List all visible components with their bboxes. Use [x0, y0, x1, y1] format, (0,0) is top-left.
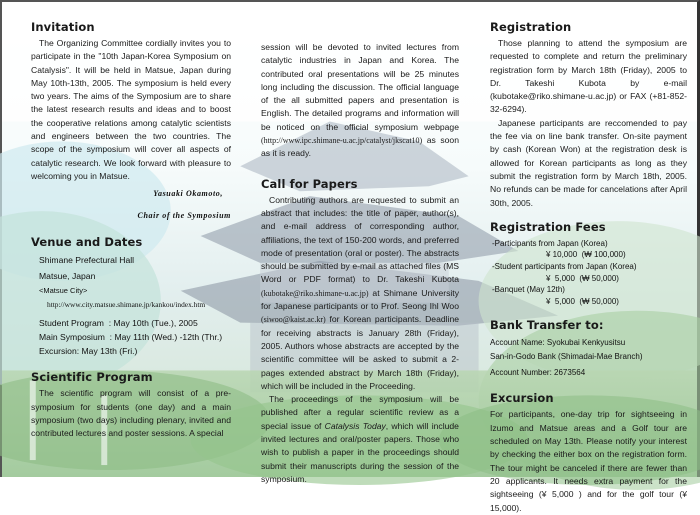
cfp-text-b: at Shimane University for Japanese participants or to Prof. Seong Ihl Woo — [261, 287, 459, 312]
scientific-program-body-2 — [261, 41, 459, 161]
signature-title: Chair of the Symposium — [137, 211, 231, 221]
cfp-text-c: for Korean participants. Deadline for receiving abstracts is January 28th (Friday), 2005. Authors whose abstracts are accepted by the scientific committee will be asked to submit a 2-pages extended abstract by March 18th (Friday), which will be included in the Proceeding. — [261, 314, 459, 391]
venue-heading: Venue and Dates — [31, 235, 143, 250]
fee-label-banquet: -Banquet (May 12th) — [492, 285, 565, 295]
fee-amount-banquet: ¥ 5,000 (₩ 50,000) — [546, 296, 619, 306]
bank-transfer-heading: Bank Transfer to: — [490, 318, 604, 333]
venue-city-label: <Matsue City> — [39, 286, 88, 296]
cfp-text-d: The proceedings of the symposium will be published after a regular scientific review as a special issue of — [261, 394, 459, 431]
call-for-papers-heading: Call for Papers — [261, 176, 358, 191]
bank-account-number: Account Number: 2673564 — [490, 368, 586, 378]
excursion-heading: Excursion — [490, 391, 554, 406]
registration-heading: Registration — [490, 20, 572, 34]
fee-amount-participants: ¥ 10,000 (₩ 100,000) — [546, 250, 626, 260]
bank-name: San-in-Godo Bank (Shimadai-Mae Branch) — [490, 352, 643, 362]
email-woo-link[interactable]: (siwoo@kaist.ac.kr) — [261, 315, 326, 325]
scientific-program-text: session will be devoted to invited lectures from catalytic industries in Japan and Korea. The contributed oral presentations will be 25 minutes long including the discussion. The official language of the all submitted papers and presentation is English. The detailed programs and information will be noticed on the official symposium webpage — [261, 42, 459, 132]
invitation-heading: Invitation — [31, 20, 95, 34]
date-main-symposium: Main Symposium : May 11th (Wed.) -12th (Thr.) — [39, 332, 223, 343]
date-student-program: Student Program : May 10th (Tue.), 2005 — [39, 318, 198, 329]
fee-amount-students: ¥ 5,000 (₩ 50,000) — [546, 273, 619, 283]
symposium-webpage-link[interactable]: (http://www.ipc.shimane-u.ac.jp/catalyst/jkscat10) — [261, 136, 423, 146]
excursion-body: For participants, one-day trip for sightseeing in Izumo and Matsue areas and a Golf tour are scheduled on May 13th. Please notify your interest by checking the either box on the registration form. The tour might be canceled if there are fewer than 20 applicants. It needs extra payment for the sightseeing (¥ 5,000 ) and for the golf tour (¥ 15,000). — [490, 409, 687, 513]
venue-hall: Shimane Prefectural Hall — [39, 255, 135, 266]
bank-account-name: Account Name: Syokubai Kenkyusitsu — [490, 338, 626, 348]
registration-body-2: Japanese participants are reccomended to pay the fee via on line bank transfer. On-site payment by cash (Korean Won) at the registration desk is allowed for Korean participants as long as they submit the registration form by March 18th, 2005. No refunds can be made for cancelations after April 30th, 2005. — [490, 117, 687, 208]
fees-list — [490, 238, 687, 308]
call-for-papers-body-1 — [261, 194, 459, 393]
cfp-text-a: Contributing authors are requested to submit an abstract that includes: the title of paper, author(s), and e-mail address of corresponding author, affiliations, the text of 150-200 words, and preferred mode of presentation (oral or poster). The abstracts should be submitted by e-mail as attached files (MS Word or PDF format) to Dr. Takeshi Kubota — [261, 194, 459, 285]
column-left — [31, 20, 231, 440]
fee-label-participants: -Participants from Japan (Korea) — [492, 238, 608, 248]
column-middle — [261, 41, 459, 486]
call-for-papers-body-2 — [261, 393, 459, 486]
venue-city: Matsue, Japan — [39, 271, 96, 282]
email-kubota-link[interactable]: (kubotake@riko.shimane-u.ac.jp) — [261, 288, 369, 298]
scientific-program-body-1: The scientific program will consist of a pre-symposium for students (one day) and a main symposium (two days) including plenary, invited and contributed lectures and poster sessions. A special — [31, 388, 231, 439]
journal-name: Catalysis Today — [324, 420, 386, 431]
signature-name: Yasuaki Okamoto, — [153, 189, 223, 199]
registration-body-1: Those planning to attend the symposium are requested to complete and return the preliminary registration form by March 18th (Friday), 2005 to Dr. Takeshi Kubota by e-mail (kubotake@riko.shimane-u.ac.jp) or FAX (+81-852-32-6294). — [490, 38, 687, 115]
scientific-program-heading: Scientific Program — [31, 370, 153, 385]
fee-label-students: -Student participants from Japan (Korea) — [492, 262, 637, 272]
date-excursion: Excursion: May 13th (Fri.) — [39, 346, 138, 357]
cfp-text-e: , which will include invited lectures and oral/poster papers. Those who wish to publish a paper in the proceedings should submit their manuscripts during the session of the symposium. — [261, 420, 459, 484]
registration-fees-heading: Registration Fees — [490, 219, 606, 234]
venue-city-url[interactable]: http://www.city.matsue.shimane.jp/kankou/index.htm — [47, 300, 206, 310]
invitation-body: The Organizing Committee cordially invites you to participate in the "10th Japan-Korea Symposium on Catalysis". It will be held in Matsue, Japan during May 10th-13th, 2005. The symposium is held every two years. The aims of the Symposium are to share the latest research results and ideas and to boost the cooperative relations among catalytic scientists and engineers between the two countries. The scope of the symposium will cover all aspects of catalytic research. We look forward with pleasure to welcoming you in Matsue. — [31, 38, 231, 181]
column-right — [490, 20, 687, 515]
scientific-program-tail: as soon as it is ready. — [261, 135, 459, 159]
